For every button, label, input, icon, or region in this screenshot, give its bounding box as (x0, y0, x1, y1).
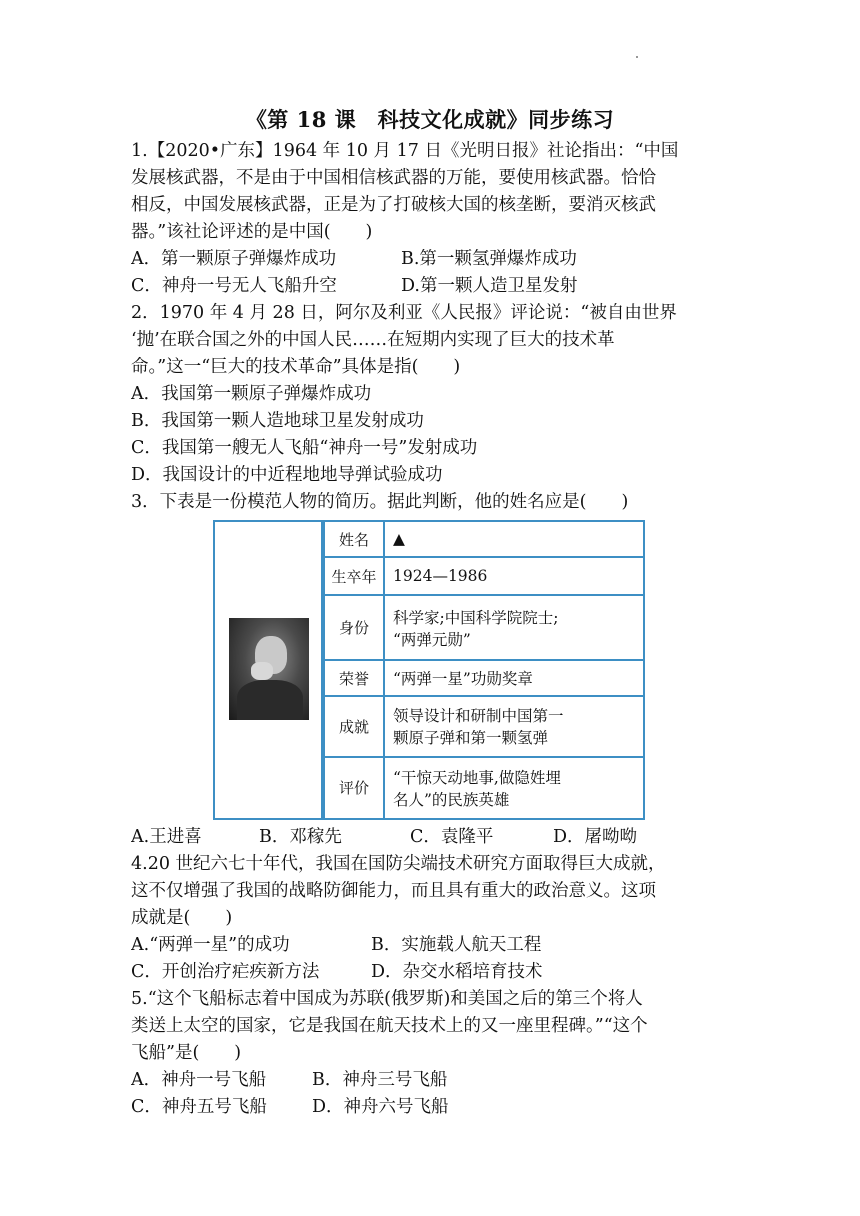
photo-cell (213, 520, 323, 820)
question-stem-line: 这不仅增强了我国的战略防御能力，而且具有重大的政治意义。这项 (131, 881, 656, 901)
stray-dot (636, 56, 638, 58)
option-row (131, 1094, 741, 1121)
row-label: 评价 (324, 757, 384, 819)
question-stem-line: 相反，中国发展核武器，正是为了打破核大国的核垄断，要消灭核武 (131, 195, 656, 215)
row-value: ▲ (384, 521, 644, 557)
row-value: “两弹一星”功勋奖章 (384, 660, 644, 696)
value-line: “干惊天动地事,做隐姓埋 (393, 768, 561, 787)
option-c[interactable]: C．我国第一艘无人飞船“神舟一号”发射成功 (131, 438, 478, 458)
question-2 (131, 300, 741, 489)
table-row (324, 757, 644, 819)
option-row (131, 1067, 741, 1094)
page-title: 《第 18 课 科技文化成就》同步练习 (245, 107, 615, 132)
question-stem-line: 3．下表是一份模范人物的简历。据此判断，他的姓名应是( ) (131, 492, 629, 512)
question-stem-line: 成就是( ) (131, 908, 233, 928)
option-a[interactable]: A．神舟一号飞船 (131, 1070, 267, 1090)
value-line: 名人”的民族英雄 (393, 790, 510, 809)
row-label: 身份 (324, 595, 384, 659)
row-value: 1924—1986 (384, 557, 644, 595)
option-a[interactable]: A．我国第一颗原子弹爆炸成功 (131, 384, 372, 404)
question-stem-line: 命。”这一“巨大的技术革命”具体是指( ) (131, 357, 461, 377)
option-b[interactable]: B．神舟三号飞船 (312, 1070, 448, 1090)
value-line: 领导设计和研制中国第一 (393, 707, 564, 726)
option-a[interactable]: A．第一颗原子弹爆炸成功 (131, 249, 337, 269)
option-d[interactable]: D．神舟六号飞船 (312, 1097, 449, 1117)
row-label: 姓名 (324, 521, 384, 557)
portrait-photo (229, 618, 309, 720)
row-value (384, 696, 644, 756)
option-row (131, 959, 741, 986)
question-4 (131, 851, 741, 986)
table-row (324, 521, 644, 557)
option-c[interactable]: C．袁隆平 (410, 827, 494, 847)
question-stem-line: 1.【2020•广东】1964 年 10 月 17 日《光明日报》社论指出：“中国 (131, 141, 679, 161)
value-line: 科学家;中国科学院院士; (393, 608, 559, 627)
question-stem-line: 5.“这个飞船标志着中国成为苏联(俄罗斯)和美国之后的第三个将人 (131, 989, 643, 1009)
option-row (131, 824, 741, 851)
option-d[interactable]: D．杂交水稻培育技术 (371, 962, 543, 982)
row-label: 生卒年 (324, 557, 384, 595)
question-stem-line: 发展核武器，不是由于中国相信核武器的万能，要使用核武器。恰恰 (131, 168, 656, 188)
question-1 (131, 138, 741, 300)
option-b[interactable]: B．实施载人航天工程 (371, 935, 542, 955)
option-c[interactable]: C．开创治疗疟疾新方法 (131, 962, 320, 982)
option-row (131, 246, 741, 273)
profile-table-block (131, 518, 741, 824)
value-line: 颗原子弹和第一颗氢弹 (393, 729, 549, 748)
option-a[interactable]: A.“两弹一星”的成功 (131, 935, 290, 955)
row-value (384, 595, 644, 659)
row-value (384, 757, 644, 819)
question-stem-line: 器。”该社论评述的是中国( ) (131, 222, 373, 242)
table-row (324, 557, 644, 595)
table-row (324, 595, 644, 659)
option-c[interactable]: C．神舟一号无人飞船升空 (131, 276, 337, 296)
option-c[interactable]: C．神舟五号飞船 (131, 1097, 267, 1117)
option-a[interactable]: A.王进喜 (131, 827, 202, 847)
question-stem-line: 类送上太空的国家，它是我国在航天技术上的又一座里程碑。”“这个 (131, 1016, 648, 1036)
question-stem-line: ‘抛’在联合国之外的中国人民……在短期内实现了巨大的技术革 (131, 330, 615, 350)
profile-table (323, 520, 645, 820)
question-stem-line: 2．1970 年 4 月 28 日，阿尔及利亚《人民报》评论说：“被自由世界 (131, 303, 677, 323)
row-label: 成就 (324, 696, 384, 756)
question-stem-line: 飞船”是( ) (131, 1043, 242, 1063)
option-d[interactable]: D．我国设计的中近程地地导弹试验成功 (131, 465, 443, 485)
value-line: “两弹元勋” (393, 630, 471, 649)
question-5 (131, 986, 741, 1121)
option-b[interactable]: B.第一颗氢弹爆炸成功 (401, 249, 577, 269)
option-b[interactable]: B．我国第一颗人造地球卫星发射成功 (131, 411, 424, 431)
option-row (131, 273, 741, 300)
question-stem-line: 4.20 世纪六七十年代，我国在国防尖端技术研究方面取得巨大成就， (131, 854, 666, 874)
option-b[interactable]: B．邓稼先 (259, 827, 342, 847)
question-list (131, 138, 741, 1121)
table-row (324, 660, 644, 696)
option-d[interactable]: D．屠呦呦 (553, 827, 638, 847)
option-d[interactable]: D.第一颗人造卫星发射 (401, 276, 578, 296)
table-row (324, 696, 644, 756)
row-label: 荣誉 (324, 660, 384, 696)
option-row (131, 932, 741, 959)
question-3 (131, 489, 741, 851)
